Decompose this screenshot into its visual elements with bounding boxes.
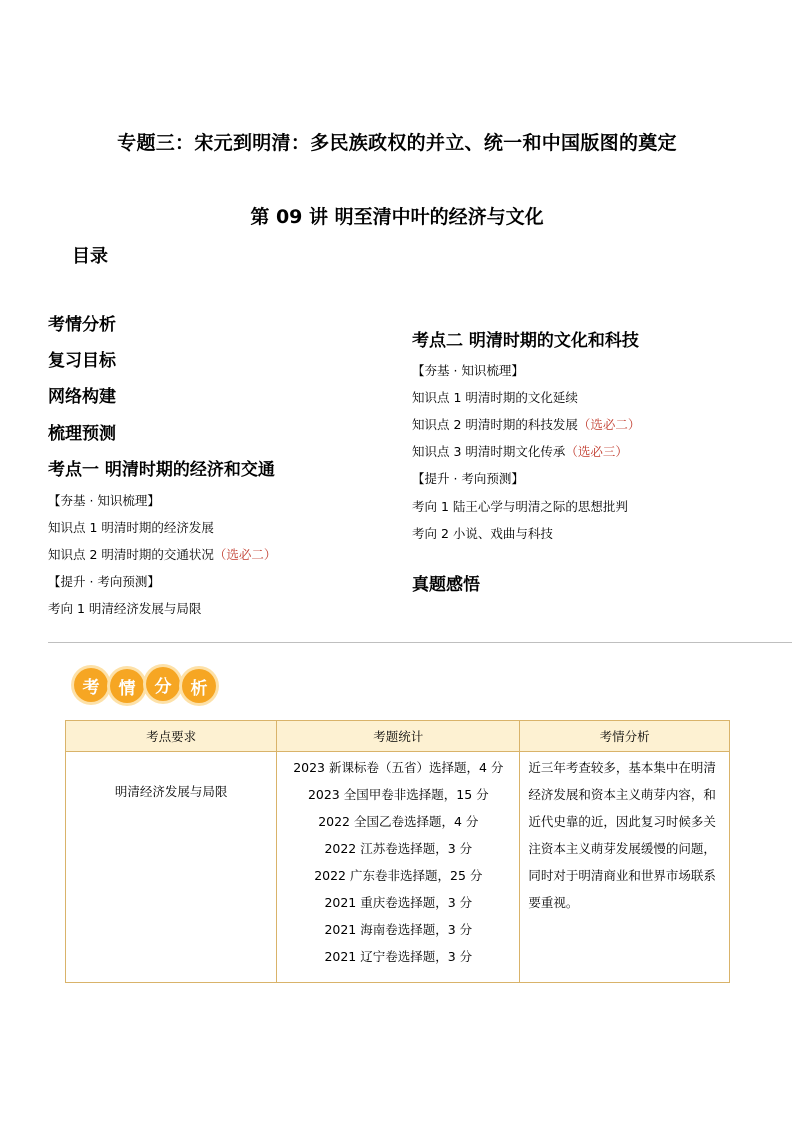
toc-item-label: 复习目标 — [48, 351, 116, 371]
header-cell: 考情分析 — [520, 721, 730, 752]
stat-line: 2022 广东卷非选择题，25 分 — [314, 868, 483, 883]
toc-item-label: 知识点 2 明清时期的科技发展 — [412, 417, 578, 432]
toc-item-link[interactable] — [412, 415, 640, 433]
toc-item-label: 知识点 1 明清时期的经济发展 — [48, 520, 214, 535]
header-cell: 考题统计 — [277, 721, 520, 752]
toc-section-link[interactable] — [412, 570, 480, 595]
toc-item-link[interactable] — [412, 442, 628, 460]
toc-item-link[interactable] — [412, 388, 578, 406]
stat-line: 2023 新课标卷（五省）选择题，4 分 — [293, 760, 504, 775]
badge-char: 析 — [182, 669, 216, 703]
toc-item-label: 知识点 3 明清时期文化传承 — [412, 444, 566, 459]
toc-item-label: 考向 1 陆王心学与明清之际的思想批判 — [412, 499, 628, 514]
stat-line: 2022 全国乙卷选择题，4 分 — [318, 814, 479, 829]
toc-section-link[interactable] — [48, 310, 116, 335]
section-badge — [74, 668, 216, 708]
toc-item-label: 考点一 明清时期的经济和交通 — [48, 460, 275, 480]
toc-section-link[interactable] — [48, 455, 275, 480]
lecture-title: 第 09 讲 明至清中叶的经济与文化 — [250, 206, 544, 228]
stat-line: 2021 辽宁卷选择题，3 分 — [324, 949, 473, 964]
stat-line: 2023 全国甲卷非选择题，15 分 — [307, 787, 489, 802]
toc-item-label: 【夯基 · 知识梳理】 — [412, 363, 524, 378]
toc-item-label: 考向 1 明清经济发展与局限 — [48, 601, 202, 616]
main-title: 专题三：宋元到明清：多民族政权的并立、统一和中国版图的奠定 — [117, 132, 677, 154]
toc-item-link[interactable] — [48, 572, 160, 590]
toc-item-label: 【提升 · 考向预测】 — [412, 471, 524, 486]
table-row — [66, 752, 730, 983]
analysis-table — [65, 720, 730, 983]
toc-item-label: 考情分析 — [48, 315, 116, 335]
toc-item-note: （选必三） — [565, 444, 628, 459]
section-divider — [48, 642, 792, 643]
toc-item-link[interactable] — [412, 361, 524, 379]
topic-cell: 明清经济发展与局限 — [66, 752, 277, 983]
toc-item-label: 【提升 · 考向预测】 — [48, 574, 160, 589]
badge-char: 分 — [146, 667, 180, 701]
stat-line: 2022 江苏卷选择题，3 分 — [324, 841, 473, 856]
toc-section-link[interactable] — [412, 326, 639, 351]
toc-item-link[interactable] — [48, 518, 214, 536]
toc-section-link[interactable] — [48, 346, 116, 371]
toc-item-label: 梳理预测 — [48, 424, 116, 444]
toc-heading: 目录 — [72, 246, 108, 267]
toc-section-link[interactable] — [48, 382, 116, 407]
toc-item-link[interactable] — [412, 497, 628, 515]
toc-item-label: 知识点 1 明清时期的文化延续 — [412, 390, 578, 405]
table-header-row — [66, 721, 730, 752]
toc-item-note: （选必二） — [213, 547, 277, 562]
toc-item-link[interactable] — [48, 599, 201, 617]
toc-item-link[interactable] — [412, 469, 524, 487]
toc-item-label: 网络构建 — [48, 387, 116, 407]
toc-item-label: 考点二 明清时期的文化和科技 — [412, 331, 639, 351]
toc-section-link[interactable] — [48, 419, 116, 444]
stat-line: 2021 海南卷选择题，3 分 — [324, 922, 473, 937]
toc-item-link[interactable] — [48, 491, 160, 509]
badge-char: 考 — [74, 668, 108, 702]
toc-item-note: （选必二） — [577, 417, 641, 432]
toc-item-link[interactable] — [412, 524, 553, 542]
toc-item-label: 【夯基 · 知识梳理】 — [48, 493, 160, 508]
toc-item-link[interactable] — [48, 545, 276, 563]
stat-line: 2021 重庆卷选择题，3 分 — [324, 895, 473, 910]
stats-cell — [277, 752, 520, 983]
badge-char: 情 — [110, 669, 144, 703]
toc-item-label: 知识点 2 明清时期的交通状况 — [48, 547, 214, 562]
toc-item-label: 真题感悟 — [412, 575, 480, 595]
header-cell: 考点要求 — [66, 721, 277, 752]
toc-item-label: 考向 2 小说、戏曲与科技 — [412, 526, 553, 541]
analysis-cell: 近三年考查较多，基本集中在明清经济发展和资本主义萌芽内容，和近代史靠的近，因此复习时候多关注资本主义萌芽发展缓慢的问题，同时对于明清商业和世界市场联系要重视。 — [520, 752, 730, 983]
